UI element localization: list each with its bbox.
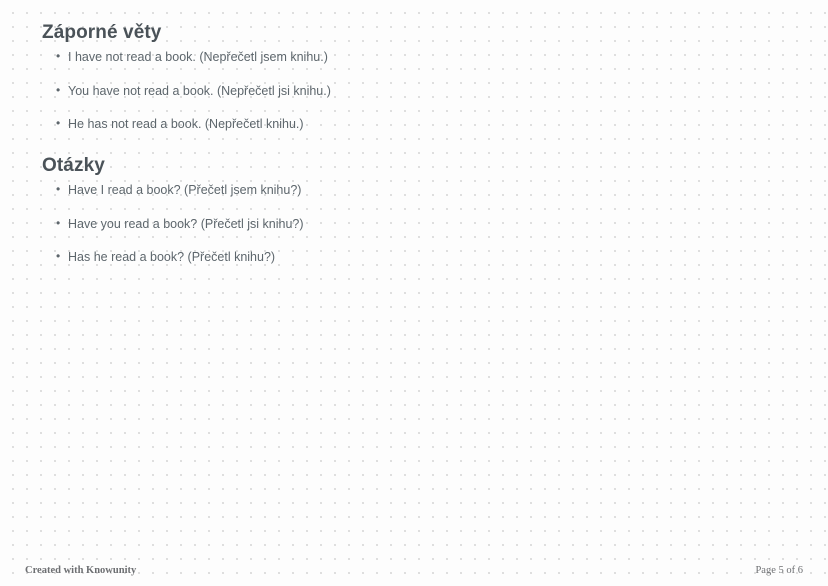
section-negative-sentences [42,22,786,133]
section-heading: Otázky [42,154,105,176]
page-content [42,22,786,284]
bullet-list [42,183,786,266]
list-item: • I have not read a book. (Nepřečetl jsem knihu.) [42,50,786,66]
list-item: • Has he read a book? (Přečetl knihu?) [42,250,786,266]
list-item: • You have not read a book. (Nepřečetl jsi knihu.) [42,84,786,100]
list-item: • He has not read a book. (Nepřečetl knihu.) [42,117,786,133]
footer-page-number: Page 5 of 6 [755,565,803,576]
footer-attribution: Created with Knowunity [25,565,137,576]
list-item: • Have you read a book? (Přečetl jsi knihu?) [42,217,786,233]
list-item: • Have I read a book? (Přečetl jsem knihu?) [42,183,786,199]
section-questions [42,155,786,266]
bullet-list [42,50,786,133]
section-heading: Záporné věty [42,22,162,43]
